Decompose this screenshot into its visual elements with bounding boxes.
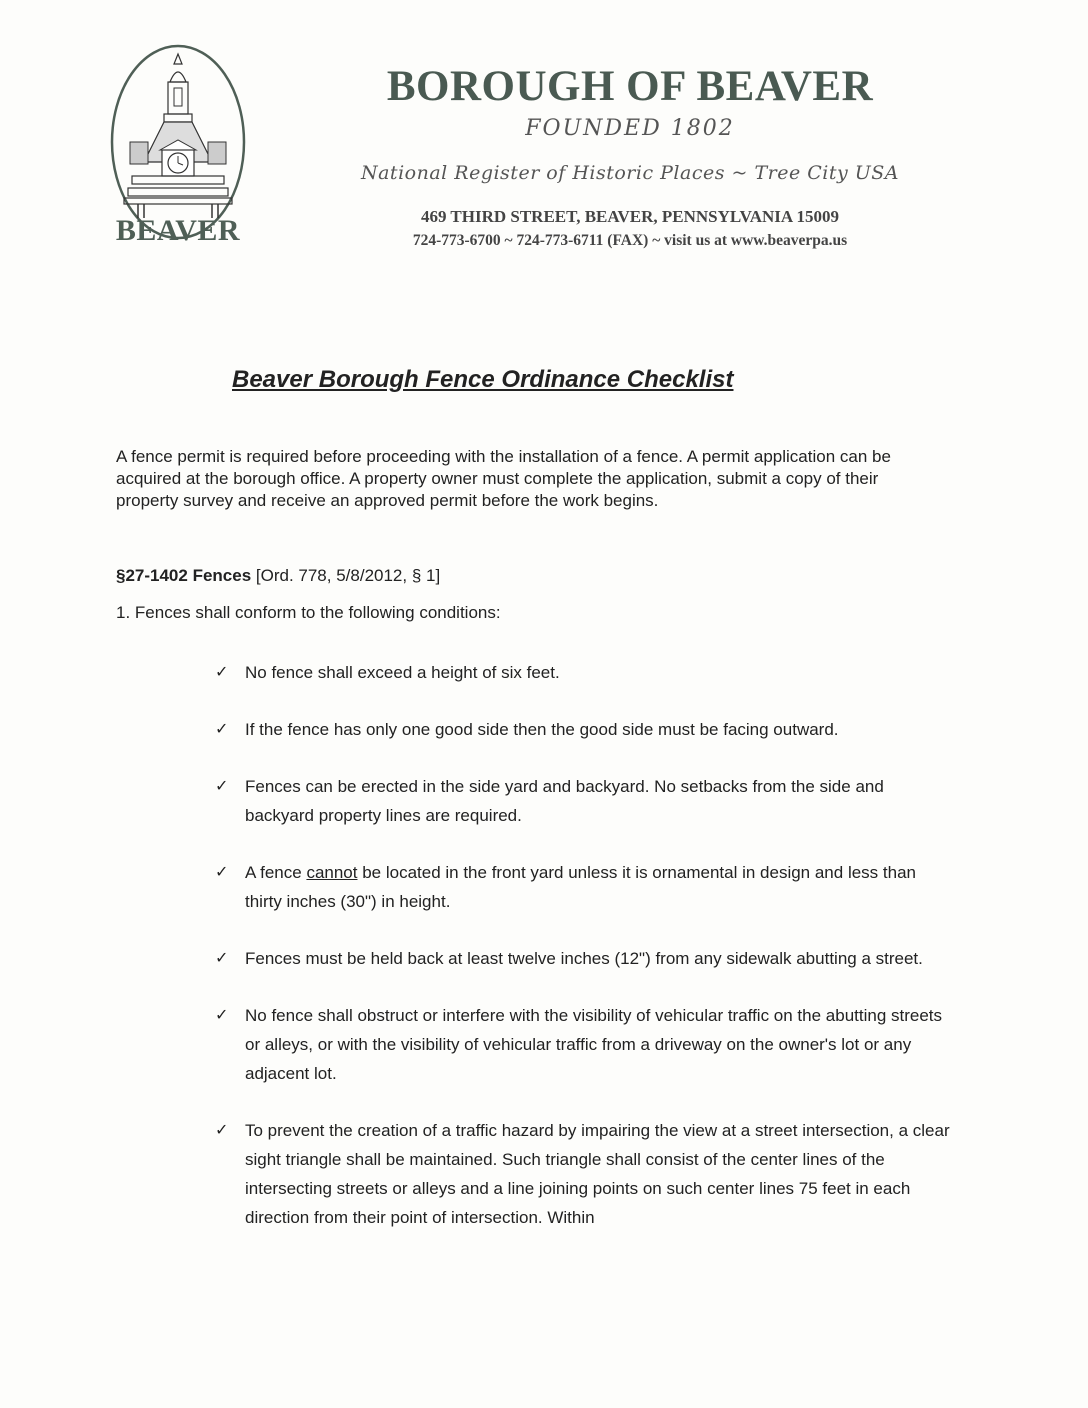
checklist-item-text: No fence shall exceed a height of six feet. [245, 663, 560, 682]
checklist-item [210, 1001, 950, 1088]
text-segment: be located in the front yard unless it is ornamental in design and less than thirty inches (30") in height. [245, 863, 916, 911]
borough-title: BOROUGH OF BEAVER [386, 63, 874, 110]
document-title: Beaver Borough Fence Ordinance Checklist [232, 366, 734, 393]
checklist-item-text: If the fence has only one good side then the good side must be facing outward. [245, 720, 839, 739]
checklist-item [210, 858, 950, 916]
logo-wordmark: BEAVER [115, 214, 241, 247]
check-icon: ✓ [215, 778, 229, 795]
checklist-item-text: Fences must be held back at least twelve inches (12") from any sidewalk abutting a street. [245, 949, 923, 968]
checklist-item-text: To prevent the creation of a traffic hazard by impairing the view at a street intersection, a clear sight triangle shall be maintained. Such triangle shall consist of the center lines of the intersecting streets or alleys and a line joining points on such center lines 75 feet in each direction from their point of intersection. Within [245, 1121, 950, 1227]
checklist-item [210, 772, 950, 830]
check-icon: ✓ [215, 950, 229, 967]
check-icon: ✓ [215, 664, 229, 681]
founded-tagline: FOUNDED 1802 [525, 116, 735, 141]
underlined-word: cannot [306, 863, 358, 882]
check-icon: ✓ [215, 721, 229, 738]
check-icon: ✓ [215, 864, 229, 881]
checklist-item [210, 715, 950, 744]
section-reference: [Ord. 778, 5/8/2012, § 1] [255, 566, 441, 585]
checklist-item [210, 944, 950, 973]
conditions-intro: 1. Fences shall conform to the following conditions: [116, 603, 501, 622]
section-heading-line [116, 566, 440, 586]
checklist-item-text: Fences can be erected in the side yard and backyard. No setbacks from the side and backyard property lines are required. [245, 777, 884, 825]
check-icon: ✓ [215, 1007, 229, 1024]
text-segment: A fence [245, 863, 307, 882]
checklist-item [210, 1116, 950, 1232]
address-line: 469 THIRD STREET, BEAVER, PENNSYLVANIA 15009 [420, 207, 840, 226]
checklist-item [210, 658, 950, 687]
contact-line: 724-773-6700 ~ 724-773-6711 (FAX) ~ visit us at www.beaverpa.us [412, 232, 848, 249]
section-heading: §27-1402 Fences [116, 566, 252, 585]
intro-paragraph: A fence permit is required before proceeding with the installation of a fence. A permit application can be acquired at the borough office. A property owner must complete the application, submit a copy of their property survey and receive an approved permit before the work begins. [116, 447, 891, 510]
checklist [210, 658, 950, 1232]
check-icon: ✓ [215, 1122, 229, 1139]
checklist-item-text [245, 863, 916, 911]
register-tagline: National Register of Historic Places ~ Tree City USA [360, 162, 900, 184]
checklist-item-text: No fence shall obstruct or interfere with the visibility of vehicular traffic on the abutting streets or alleys, or with the visibility of vehicular traffic from a driveway on the owner's lot or any adjacent lot. [245, 1006, 943, 1083]
borough-logo [108, 42, 248, 252]
